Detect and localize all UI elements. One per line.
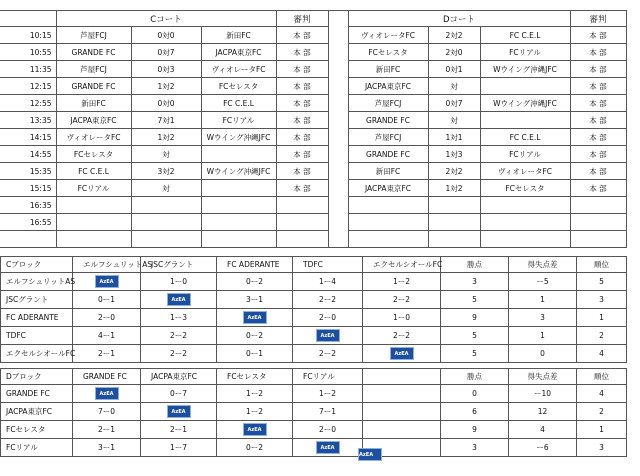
schedule-row: [0, 231, 626, 248]
block-c-team-name: エルフシュリットAS: [1, 273, 73, 291]
logo-icon: AzEA: [316, 329, 340, 342]
court-c-away-team: ヴィオレータFC: [201, 61, 276, 78]
schedule-row: [0, 27, 626, 44]
rank-value: 1: [577, 421, 627, 439]
match-time: 16:55: [0, 214, 56, 231]
goal-diff-value: 1: [509, 327, 577, 345]
rank-value: 3: [577, 439, 627, 457]
court-c-referee-header: 審判: [276, 11, 328, 27]
court-c-away-team: [201, 214, 276, 231]
court-d-referee: [570, 214, 626, 231]
block-c-team-header: エクセルシオールFC: [363, 257, 441, 273]
goal-diff-value: ー5: [509, 273, 577, 291]
schedule-row: [0, 214, 626, 231]
court-c-referee: [276, 231, 328, 248]
logo-icon: AzEA: [358, 448, 382, 461]
block-d-team-header: GRANDE FC: [73, 369, 141, 385]
logo-icon: AzEA: [243, 311, 267, 324]
court-c-score: [131, 231, 201, 248]
court-c-away-team: [201, 146, 276, 163]
court-c-home-team: GRANDE FC: [56, 78, 131, 95]
court-c-home-team: 新田FC: [56, 95, 131, 112]
logo-icon: AzEA: [167, 405, 191, 418]
block-c-team-header: FC ADERANTE: [217, 257, 293, 273]
court-c-away-team: FCセレスタ: [201, 78, 276, 95]
points-value: 9: [441, 421, 509, 439]
self-match-cell: [363, 345, 441, 363]
logo-icon: AzEA: [95, 387, 119, 400]
block-c-team-row: [1, 309, 627, 327]
block-c-match-result: 0ー1: [73, 291, 141, 309]
court-c-away-team: [201, 231, 276, 248]
block-c-match-result: 2ー0: [293, 309, 363, 327]
court-c-score: 0対0: [131, 95, 201, 112]
block-d-match-result: 7ー0: [73, 403, 141, 421]
spacer-cell: [328, 163, 348, 180]
court-d-referee: 本 部: [570, 146, 626, 163]
court-d-home-team: 新田FC: [348, 163, 428, 180]
time-header-cell: [0, 11, 56, 27]
block-c-match-result: 1ー0: [141, 273, 217, 291]
points-value: 0: [441, 385, 509, 403]
block-c-stat-header: 勝点: [441, 257, 509, 273]
block-c-team-row: [1, 291, 627, 309]
court-c-away-team: JACPA東京FC: [201, 44, 276, 61]
court-c-home-team: FCリアル: [56, 180, 131, 197]
schedule-row: [0, 95, 626, 112]
spacer-cell: [328, 11, 348, 27]
block-c-team-header: TDFC: [293, 257, 363, 273]
court-d-referee: 本 部: [570, 180, 626, 197]
block-d-team-name: JACPA東京FC: [1, 403, 73, 421]
goal-diff-value: ー10: [509, 385, 577, 403]
court-d-home-team: JACPA東京FC: [348, 180, 428, 197]
court-c-away-team: FC C.E.L: [201, 95, 276, 112]
block-d-team-row: [1, 439, 627, 457]
spacer-cell: [328, 197, 348, 214]
block-d-table: [0, 368, 627, 457]
block-d-team-name: FCセレスタ: [1, 421, 73, 439]
court-c-score: 0対7: [131, 44, 201, 61]
block-c-stat-header: 得失点差: [509, 257, 577, 273]
match-time: 11:35: [0, 61, 56, 78]
logo-icon: AzEA: [390, 347, 414, 360]
court-d-score: 1対1: [428, 129, 480, 146]
court-d-home-team: [348, 214, 428, 231]
court-d-away-team: FCリアル: [480, 44, 570, 61]
court-d-referee: 本 部: [570, 129, 626, 146]
schedule-row: [0, 146, 626, 163]
match-time: 12:15: [0, 78, 56, 95]
court-c-score: [131, 214, 201, 231]
self-match-cell: [141, 291, 217, 309]
block-c-header-row: [1, 257, 627, 273]
logo-icon: AzEA: [95, 275, 119, 288]
court-c-score: 0対0: [131, 27, 201, 44]
self-match-cell: [141, 403, 217, 421]
court-c-score: [131, 197, 201, 214]
court-c-home-team: JACPA東京FC: [56, 112, 131, 129]
block-d-stat-header: 順位: [577, 369, 627, 385]
court-c-referee: 本 部: [276, 146, 328, 163]
block-c-team-name: JSCグラント: [1, 291, 73, 309]
court-c-referee: 本 部: [276, 163, 328, 180]
court-d-home-team: FCセレスタ: [348, 44, 428, 61]
block-c-table: [0, 256, 627, 363]
block-c-match-result: 2ー2: [141, 327, 217, 345]
court-c-home-team: 芦屋FCJ: [56, 61, 131, 78]
block-c-match-result: 1ー0: [363, 309, 441, 327]
points-value: 5: [441, 345, 509, 363]
spacer-cell: [328, 146, 348, 163]
court-d-home-team: GRANDE FC: [348, 146, 428, 163]
block-c-match-result: 1ー3: [141, 309, 217, 327]
court-c-score: 対: [131, 180, 201, 197]
schedule-row: [0, 44, 626, 61]
block-d-team-row: [1, 385, 627, 403]
court-c-referee: [276, 214, 328, 231]
court-c-away-team: [201, 180, 276, 197]
court-c-home-team: 芦屋FCJ: [56, 27, 131, 44]
rank-value: 4: [577, 345, 627, 363]
court-d-score: 対: [428, 112, 480, 129]
logo-icon: AzEA: [167, 293, 191, 306]
court-d-referee: 本 部: [570, 78, 626, 95]
points-value: 9: [441, 309, 509, 327]
block-d-team-header: FCセレスタ: [217, 369, 293, 385]
block-d-match-result: 1ー2: [217, 385, 293, 403]
court-d-away-team: Wウイング沖縄JFC: [480, 61, 570, 78]
block-d-match-result: 1ー7: [141, 439, 217, 457]
block-d-match-result: 3ー1: [73, 439, 141, 457]
match-time: 15:15: [0, 180, 56, 197]
court-d-home-team: 新田FC: [348, 61, 428, 78]
court-d-referee: 本 部: [570, 163, 626, 180]
schedule-row: [0, 112, 626, 129]
spacer-cell: [328, 27, 348, 44]
court-c-score: 対: [131, 146, 201, 163]
spacer-cell: [328, 44, 348, 61]
court-d-home-team: JACPA東京FC: [348, 78, 428, 95]
court-d-away-team: ヴィオレータFC: [480, 163, 570, 180]
court-c-home-team: GRANDE FC: [56, 44, 131, 61]
logo-icon: AzEA: [316, 441, 340, 454]
block-d-match-result: 7ー1: [293, 403, 363, 421]
block-c-match-result: 0ー2: [217, 273, 293, 291]
court-d-score: [428, 197, 480, 214]
block-c-match-result: 0ー2: [217, 327, 293, 345]
points-value: 5: [441, 327, 509, 345]
match-time: [0, 231, 56, 248]
court-d-away-team: FC C.E.L: [480, 129, 570, 146]
goal-diff-value: 4: [509, 421, 577, 439]
court-c-home-team: [56, 231, 131, 248]
court-c-score: 7対1: [131, 112, 201, 129]
block-d-match-result: 1ー2: [217, 403, 293, 421]
court-c-referee: 本 部: [276, 112, 328, 129]
block-d-team-row: [1, 421, 627, 439]
court-d-referee-header: 審判: [570, 11, 626, 27]
empty-cell: [363, 385, 441, 403]
block-c-team-row: [1, 345, 627, 363]
court-c-score: 1対2: [131, 78, 201, 95]
spacer-cell: [328, 214, 348, 231]
goal-diff-value: 1: [509, 291, 577, 309]
block-d-title: Dブロック: [1, 369, 73, 385]
court-c-score: 1対2: [131, 129, 201, 146]
self-match-cell: [73, 385, 141, 403]
block-c-title: Cブロック: [1, 257, 73, 273]
court-d-referee: [570, 197, 626, 214]
block-d-header-row: [1, 369, 627, 385]
court-c-home-team: FC C.E.L: [56, 163, 131, 180]
court-d-score: 対: [428, 78, 480, 95]
court-d-away-team: FCセレスタ: [480, 180, 570, 197]
match-time: 14:15: [0, 129, 56, 146]
court-d-score: 1対2: [428, 180, 480, 197]
rank-value: 5: [577, 273, 627, 291]
court-c-score: 3対2: [131, 163, 201, 180]
block-c-match-result: 1ー2: [363, 273, 441, 291]
block-d-match-result: 2ー1: [73, 421, 141, 439]
spacer-cell: [328, 95, 348, 112]
goal-diff-value: 3: [509, 309, 577, 327]
schedule-table: [0, 10, 627, 248]
block-c-team-name: TDFC: [1, 327, 73, 345]
block-d-match-result: 0ー7: [141, 385, 217, 403]
court-d-referee: 本 部: [570, 27, 626, 44]
points-value: 5: [441, 291, 509, 309]
rank-value: 3: [577, 291, 627, 309]
schedule-row: [0, 61, 626, 78]
block-c-match-result: 2ー2: [141, 345, 217, 363]
match-time: 10:55: [0, 44, 56, 61]
spacer-cell: [328, 180, 348, 197]
court-d-score: 2対2: [428, 163, 480, 180]
block-c-match-result: 2ー2: [293, 345, 363, 363]
schedule-row: [0, 197, 626, 214]
block-d-match-result: 0ー2: [217, 439, 293, 457]
self-match-cell: [293, 327, 363, 345]
block-c-stat-header: 順位: [577, 257, 627, 273]
court-d-referee: 本 部: [570, 44, 626, 61]
rank-value: 1: [577, 309, 627, 327]
block-d-stat-header: 得失点差: [509, 369, 577, 385]
schedule-row: [0, 163, 626, 180]
court-d-score: 1対3: [428, 146, 480, 163]
spacer-cell: [328, 129, 348, 146]
court-d-referee: 本 部: [570, 95, 626, 112]
court-c-home-team: [56, 214, 131, 231]
court-d-home-team: ヴィオレータFC: [348, 27, 428, 44]
court-d-away-team: Wウイング沖縄JFC: [480, 95, 570, 112]
court-d-referee: [570, 231, 626, 248]
rank-value: 2: [577, 327, 627, 345]
court-c-name: Cコート: [56, 11, 276, 27]
court-d-score: 0対1: [428, 61, 480, 78]
court-c-referee: [276, 197, 328, 214]
self-match-cell: [293, 439, 363, 457]
goal-diff-value: 0: [509, 345, 577, 363]
court-d-away-team: [480, 78, 570, 95]
spacer-cell: [328, 78, 348, 95]
match-time: 12:55: [0, 95, 56, 112]
points-value: 3: [441, 439, 509, 457]
block-d-team-name: FCリアル: [1, 439, 73, 457]
block-d-team-header: JACPA東京FC: [141, 369, 217, 385]
block-d-match-result: 2ー1: [141, 421, 217, 439]
court-d-away-team: FC C.E.L: [480, 27, 570, 44]
schedule-row: [0, 78, 626, 95]
court-c-referee: 本 部: [276, 95, 328, 112]
court-c-home-team: FCセレスタ: [56, 146, 131, 163]
court-c-away-team: Wウイング沖縄JFC: [201, 129, 276, 146]
court-d-referee: 本 部: [570, 61, 626, 78]
block-c-match-result: 2ー2: [293, 291, 363, 309]
block-c-match-result: 2ー2: [363, 327, 441, 345]
court-d-score: [428, 231, 480, 248]
court-d-home-team: [348, 197, 428, 214]
rank-value: 2: [577, 403, 627, 421]
court-c-home-team: ヴィオレータFC: [56, 129, 131, 146]
block-c-team-name: FC ADERANTE: [1, 309, 73, 327]
court-c-score: 0対3: [131, 61, 201, 78]
points-value: 3: [441, 273, 509, 291]
self-match-cell: [217, 309, 293, 327]
block-d-team-row: [1, 403, 627, 421]
court-c-referee: 本 部: [276, 129, 328, 146]
empty-header-cell: [363, 369, 441, 385]
court-d-name: Dコート: [348, 11, 570, 27]
goal-diff-value: ー6: [509, 439, 577, 457]
match-time: 15:35: [0, 163, 56, 180]
schedule-header-row: [0, 11, 626, 27]
empty-cell: [363, 421, 441, 439]
court-c-away-team: [201, 197, 276, 214]
court-d-away-team: [480, 197, 570, 214]
match-time: 13:35: [0, 112, 56, 129]
court-c-referee: 本 部: [276, 180, 328, 197]
block-d-match-result: 1ー2: [293, 385, 363, 403]
block-d-stat-header: 勝点: [441, 369, 509, 385]
court-d-home-team: GRANDE FC: [348, 112, 428, 129]
block-c-team-header: エルフシュリットAS: [73, 257, 141, 273]
self-match-cell: [73, 273, 141, 291]
block-c-match-result: 2ー0: [73, 309, 141, 327]
court-c-referee: 本 部: [276, 61, 328, 78]
points-value: 6: [441, 403, 509, 421]
match-time: 10:15: [0, 27, 56, 44]
court-c-home-team: [56, 197, 131, 214]
self-match-cell: [217, 421, 293, 439]
block-c-team-row: [1, 273, 627, 291]
block-c-team-header: JSCグラント: [141, 257, 217, 273]
spacer-cell: [328, 231, 348, 248]
block-c-team-name: エクセルシオールFC: [1, 345, 73, 363]
block-d-team-header: FCリアル: [293, 369, 363, 385]
court-d-score: 0対7: [428, 95, 480, 112]
match-time: 16:35: [0, 197, 56, 214]
block-c-match-result: 4ー1: [73, 327, 141, 345]
block-c-match-result: 0ー1: [217, 345, 293, 363]
court-d-score: 2対2: [428, 27, 480, 44]
court-d-referee: 本 部: [570, 112, 626, 129]
court-d-away-team: [480, 112, 570, 129]
court-d-away-team: [480, 231, 570, 248]
logo-icon: AzEA: [243, 423, 267, 436]
court-d-score: [428, 214, 480, 231]
spacer-cell: [328, 61, 348, 78]
empty-cell: [363, 403, 441, 421]
block-c-team-row: [1, 327, 627, 345]
court-c-referee: 本 部: [276, 78, 328, 95]
block-c-match-result: 3ー1: [217, 291, 293, 309]
court-d-home-team: 芦屋FCJ: [348, 129, 428, 146]
court-d-home-team: [348, 231, 428, 248]
block-c-match-result: 2ー1: [73, 345, 141, 363]
block-d-match-result: 2ー0: [293, 421, 363, 439]
court-d-away-team: FCリアル: [480, 146, 570, 163]
court-c-away-team: 新田FC: [201, 27, 276, 44]
block-c-match-result: 1ー4: [293, 273, 363, 291]
court-d-score: 2対0: [428, 44, 480, 61]
court-d-away-team: [480, 214, 570, 231]
match-time: 14:55: [0, 146, 56, 163]
rank-value: 4: [577, 385, 627, 403]
court-d-home-team: 芦屋FCJ: [348, 95, 428, 112]
court-c-referee: 本 部: [276, 27, 328, 44]
spacer-cell: [328, 112, 348, 129]
block-c-match-result: 2ー2: [363, 291, 441, 309]
goal-diff-value: 12: [509, 403, 577, 421]
schedule-row: [0, 129, 626, 146]
block-d-team-name: GRANDE FC: [1, 385, 73, 403]
schedule-row: [0, 180, 626, 197]
court-c-referee: 本 部: [276, 44, 328, 61]
court-c-away-team: FCリアル: [201, 112, 276, 129]
court-c-away-team: Wウイング沖縄JFC: [201, 163, 276, 180]
